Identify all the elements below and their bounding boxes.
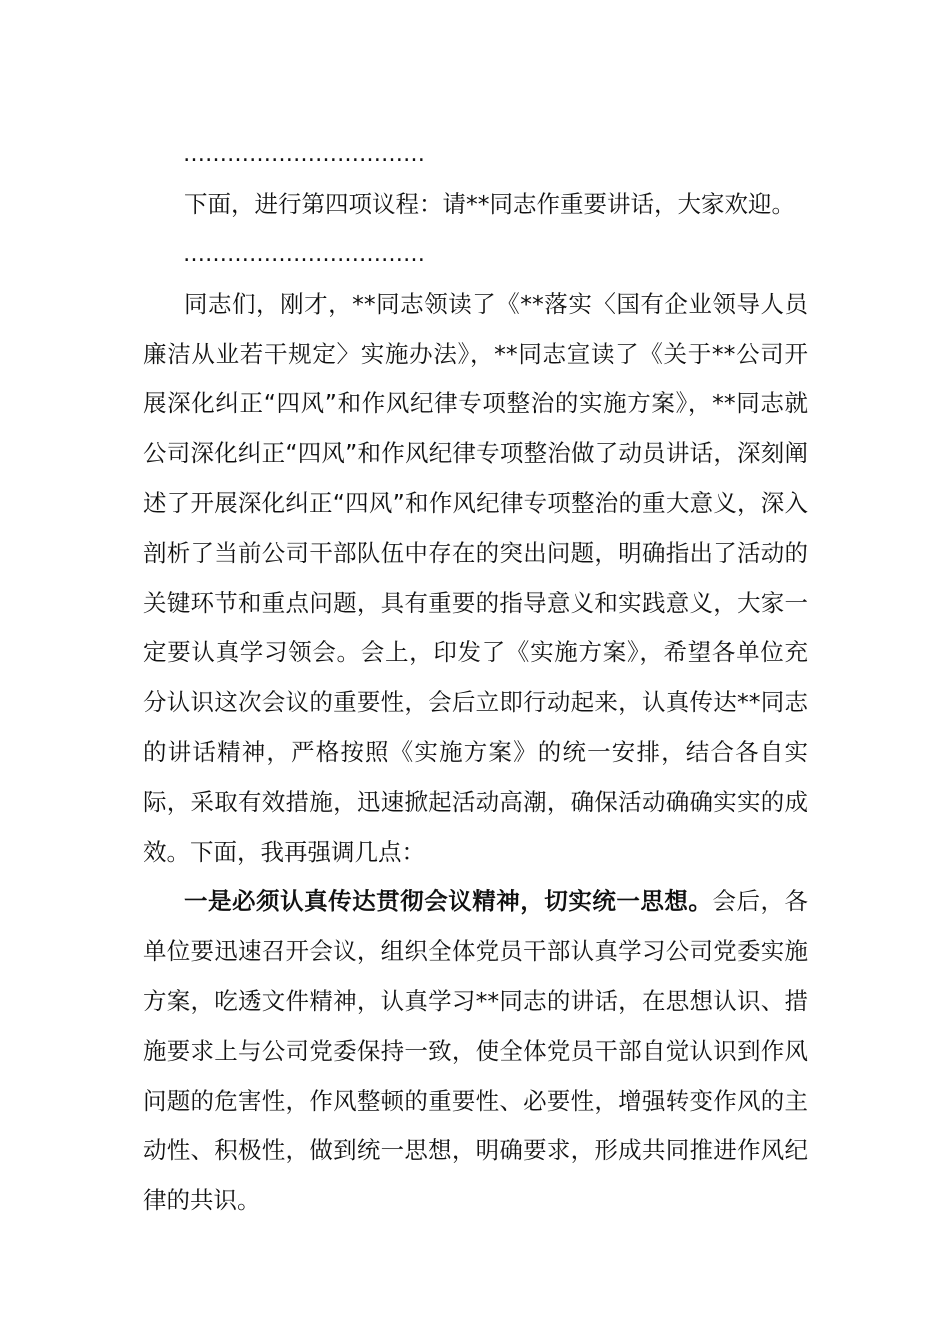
ellipsis-separator: …………………………… xyxy=(183,241,425,267)
document-page xyxy=(143,130,808,1226)
point-one-paragraph xyxy=(143,877,808,1226)
main-paragraph: 同志们，刚才，**同志领读了《**落实〈国有企业领导人员廉洁从业若干规定〉实施办法》，**同志宣读了《关于**公司开展深化纠正“四风”和作风纪律专项整治的实施方案》，**同志就公司深化纠正“四风”和作风纪律专项整治做了动员讲话，深刻阐述了开展深化纠正“四风”和作风纪律专项整治的重大意义，深入剖析了当前公司干部队伍中存在的突出问题，明确指出了活动的关键环节和重点问题，具有重要的指导意义和实践意义，大家一定要认真学习领会。会上，印发了《实施方案》，希望各单位充分认识这次会议的重要性，会后立即行动起来，认真传达**同志的讲话精神，严格按照《实施方案》的统一安排，结合各自实际，采取有效措施，迅速掀起活动高潮，确保活动确确实实的成效。下面，我再强调几点： xyxy=(143,289,808,866)
point-one-body: 会后，各单位要迅速召开会议，组织全体党员干部认真学习公司党委实施方案，吃透文件精神，认真学习**同志的讲话，在思想认识、措施要求上与公司党委保持一致，使全体党员干部自觉认识到作风问题的危害性，作风整顿的重要性、必要性，增强转变作风的主动性、积极性，做到统一思想，明确要求，形成共同推进作风纪律的共识。 xyxy=(143,887,809,1215)
agenda-paragraph: 下面，进行第四项议程：请**同志作重要讲话，大家欢迎。 xyxy=(184,190,795,218)
point-one-heading: 一是必须认真传达贯彻会议精神，切实统一思想。 xyxy=(184,887,713,916)
ellipsis-separator: …………………………… xyxy=(183,142,425,167)
